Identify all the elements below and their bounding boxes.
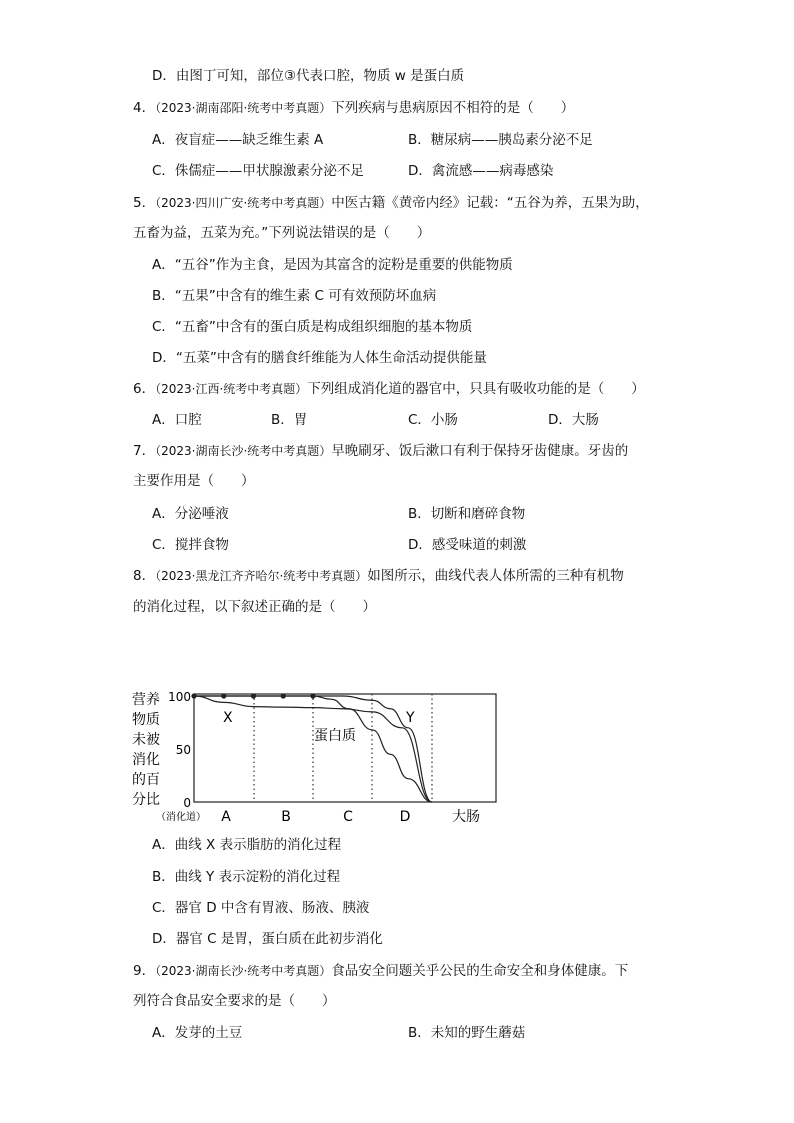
data-point <box>191 693 196 698</box>
x-tick-label: B <box>281 809 291 825</box>
question-stem: 下列疾病与患病原因不相符的是（ ） <box>331 100 575 116</box>
question-source: （2023·四川广安·统考中考真题） <box>155 196 332 210</box>
question-number: 4． <box>133 100 156 116</box>
ylabel-line: 的百 <box>132 772 160 788</box>
q9-option-a: A．发芽的土豆 <box>152 1025 243 1041</box>
x-tick-label: C <box>343 809 353 825</box>
x-tick-label: D <box>399 809 411 825</box>
chart-y-ticks <box>168 690 191 810</box>
question-number: 8． <box>133 568 156 584</box>
q8-stem-line2: 的消化过程，以下叙述正确的是（ ） <box>133 599 376 615</box>
q7-option-c: C．搅拌食物 <box>152 537 229 553</box>
q8-option-c: C．器官 D 中含有胃液、肠液、胰液 <box>152 900 370 916</box>
chart-x-ticks <box>221 808 480 825</box>
q8-option-d: D．器官 C 是胃，蛋白质在此初步消化 <box>152 931 383 947</box>
q8-option-a: A．曲线 X 表示脂肪的消化过程 <box>152 837 342 853</box>
q7-option-d: D．感受味道的刺激 <box>408 537 527 553</box>
q9-stem-line2: 列符合食品安全要求的是（ ） <box>133 993 336 1009</box>
question-7-title <box>133 441 628 461</box>
q7-option-b: B．切断和磨碎食物 <box>408 506 526 522</box>
plot-frame <box>194 694 496 802</box>
question-source: （2023·湖南长沙·统考中考真题） <box>155 964 332 978</box>
q4-option-c: C．侏儒症——甲状腺激素分泌不足 <box>152 163 364 179</box>
q8-option-b: B．曲线 Y 表示淀粉的消化过程 <box>152 869 341 885</box>
question-stem: 下列组成消化道的器官中，只具有吸收功能的是（ ） <box>307 381 645 397</box>
chart-curve-labels <box>223 710 415 744</box>
q5-option-b: B．“五果”中含有的维生素 C 可有效预防坏血病 <box>152 288 437 304</box>
question-4-title <box>133 98 574 118</box>
question-source: （2023·江西·统考中考真题） <box>155 382 308 396</box>
question-8-title <box>133 566 624 586</box>
question-9-title <box>133 961 628 981</box>
question-source: （2023·黑龙江齐齐哈尔·统考中考真题） <box>155 569 368 583</box>
q4-option-a: A．夜盲症——缺乏维生素 A <box>152 132 324 148</box>
question-stem: 早晚刷牙、饭后漱口有利于保持牙齿健康。牙齿的 <box>331 443 629 459</box>
q9-option-b: B．未知的野生蘑菇 <box>408 1025 526 1041</box>
curve-label-y: Y <box>406 710 415 726</box>
ylabel-line: 消化 <box>132 752 160 768</box>
q6-option-a: A．口腔 <box>152 412 202 428</box>
digestion-chart <box>130 680 510 830</box>
question-stem: 食品安全问题关乎公民的生命安全和身体健康。下 <box>331 963 629 979</box>
question-5-title <box>133 193 649 213</box>
y-tick-label: 50 <box>175 743 191 757</box>
q5-option-a: A．“五谷”作为主食，是因为其富含的淀粉是重要的供能物质 <box>152 257 513 273</box>
q6-option-c: C．小肠 <box>408 412 458 428</box>
q7-stem-line2: 主要作用是（ ） <box>133 473 255 489</box>
q4-option-d: D．禽流感——病毒感染 <box>408 163 554 179</box>
ylabel-line: 营养 <box>132 692 160 708</box>
curve-label-x: X <box>223 710 233 726</box>
question-source: （2023·湖南长沙·统考中考真题） <box>155 444 332 458</box>
q5-option-c: C．“五畜”中含有的蛋白质是构成组织细胞的基本物质 <box>152 319 473 335</box>
question-stem: 中医古籍《黄帝内经》记载：“五谷为养，五果为助， <box>331 195 649 211</box>
question-number: 7． <box>133 443 156 459</box>
y-tick-label: 100 <box>168 690 191 704</box>
x-tick-label: A <box>221 809 231 825</box>
q4-option-b: B．糖尿病——胰岛素分泌不足 <box>408 132 593 148</box>
question-source: （2023·湖南邵阳·统考中考真题） <box>155 101 332 115</box>
question-stem: 如图所示，曲线代表人体所需的三种有机物 <box>367 568 624 584</box>
q5-stem-line2: 五畜为益，五菜为充。”下列说法错误的是（ ） <box>133 225 431 241</box>
x-tick-label: 大肠 <box>452 809 480 825</box>
ylabel-line: 未被 <box>132 732 160 748</box>
ylabel-line: 物质 <box>132 712 160 728</box>
chart-ylabel <box>132 691 160 808</box>
question-number: 9． <box>133 963 156 979</box>
chart-xlabel: （消化道） <box>156 812 206 823</box>
data-point <box>221 693 226 698</box>
ylabel-line: 分比 <box>132 792 160 808</box>
question-number: 5． <box>133 195 156 211</box>
data-point <box>251 693 256 698</box>
question-6-title <box>133 379 645 399</box>
question-number: 6． <box>133 381 156 397</box>
q6-option-b: B．胃 <box>271 412 308 428</box>
q3-option-d: D．由图丁可知，部位③代表口腔，物质 w 是蛋白质 <box>152 68 465 84</box>
y-tick-label: 0 <box>183 796 191 810</box>
q7-option-a: A．分泌唾液 <box>152 506 229 522</box>
q5-option-d: D．“五菜”中含有的膳食纤维能为人体生命活动提供能量 <box>152 350 487 366</box>
curve-label-protein: 蛋白质 <box>314 728 356 744</box>
data-point <box>281 693 286 698</box>
data-point <box>310 693 315 698</box>
q6-option-d: D．大肠 <box>548 412 599 428</box>
